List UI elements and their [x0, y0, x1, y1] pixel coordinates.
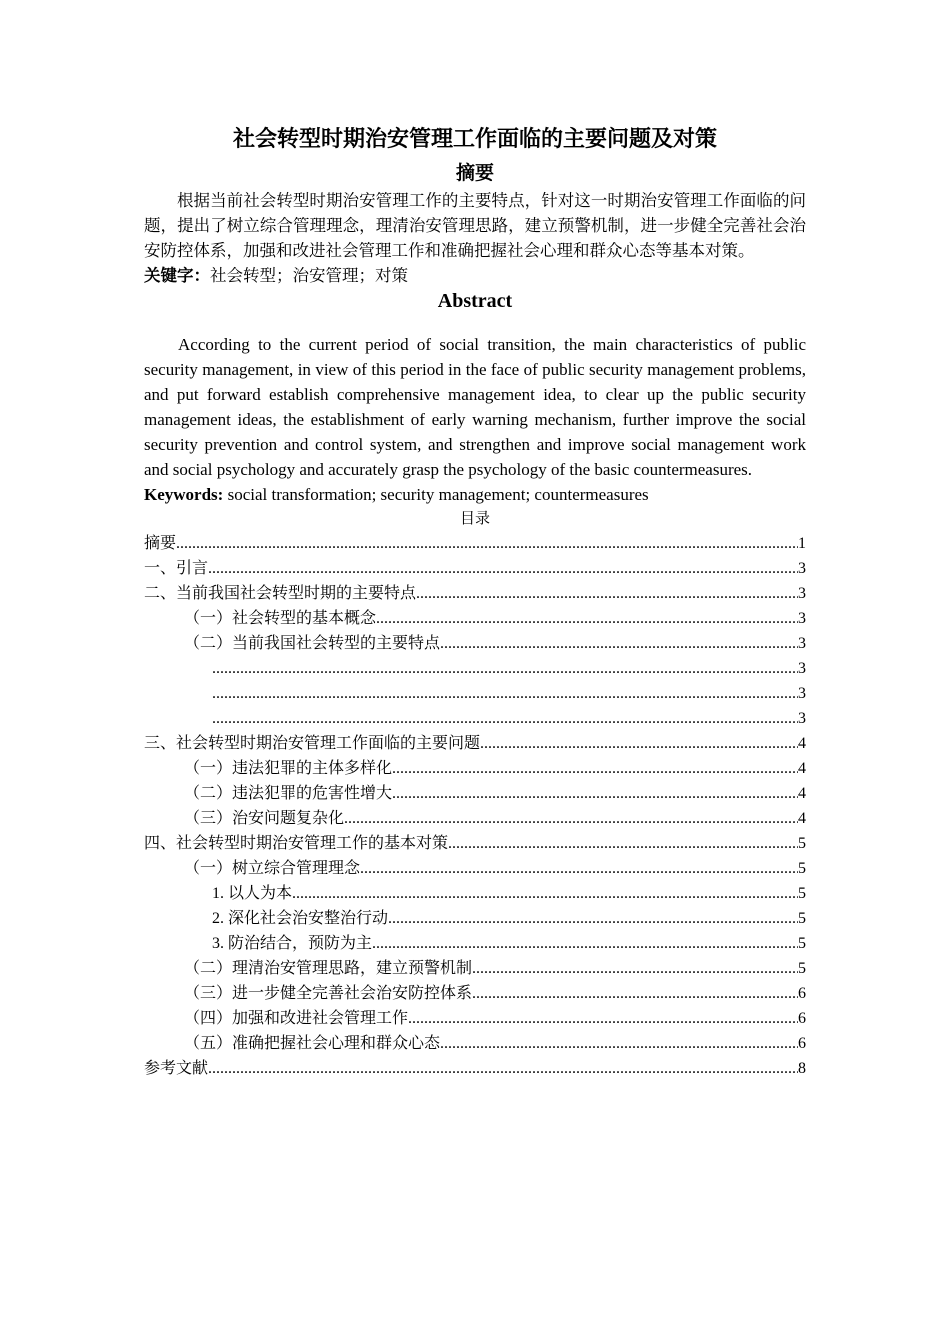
- table-of-contents: [144, 531, 806, 1081]
- toc-dot-leader: [212, 681, 798, 706]
- toc-dot-leader: [372, 931, 798, 956]
- toc-dot-leader: [440, 1031, 798, 1056]
- toc-dot-leader: [480, 731, 798, 756]
- toc-entry[interactable]: [144, 831, 806, 856]
- toc-entry[interactable]: [144, 606, 806, 631]
- toc-entry[interactable]: [144, 581, 806, 606]
- toc-dot-leader: [212, 706, 798, 731]
- toc-entry[interactable]: [144, 731, 806, 756]
- toc-entry[interactable]: [144, 681, 806, 706]
- toc-page-number: 3: [798, 660, 806, 677]
- abstract-en-heading: Abstract: [437, 290, 513, 312]
- toc-entry[interactable]: [144, 531, 806, 556]
- toc-entry-text: （二）理清治安管理思路，建立预警机制: [184, 960, 473, 977]
- toc-page-number: 6: [798, 985, 806, 1002]
- toc-page-number: 5: [798, 835, 806, 852]
- toc-entry-text: （一）社会转型的基本概念: [184, 610, 377, 627]
- toc-dot-leader: [472, 956, 798, 981]
- toc-heading: 目录: [459, 511, 490, 527]
- abstract-cn-heading: 摘要: [455, 162, 494, 184]
- toc-entry-text: 二、当前我国社会转型时期的主要特点: [144, 585, 417, 602]
- toc-entry[interactable]: [144, 706, 806, 731]
- toc-dot-leader: [448, 831, 798, 856]
- toc-entry-text: 四、社会转型时期治安管理工作的基本对策: [144, 835, 449, 852]
- toc-page-number: 4: [798, 785, 806, 802]
- toc-page-number: 6: [798, 1010, 806, 1027]
- toc-page-number: 3: [798, 610, 806, 627]
- toc-dot-leader: [208, 1056, 798, 1081]
- toc-dot-leader: [388, 906, 798, 931]
- toc-dot-leader: [208, 556, 798, 581]
- toc-dot-leader: [416, 581, 798, 606]
- toc-entry[interactable]: [144, 1031, 806, 1056]
- toc-page-number: 3: [798, 635, 806, 652]
- toc-entry-text: （四）加强和改进社会管理工作: [184, 1010, 409, 1027]
- keywords-cn: [144, 263, 806, 288]
- toc-entry-text: 3. 防治结合，预防为主: [212, 935, 373, 952]
- toc-entry-text: （二）当前我国社会转型的主要特点: [184, 635, 441, 652]
- toc-entry-text: （五）准确把握社会心理和群众心态: [184, 1035, 441, 1052]
- toc-dot-leader: [408, 1006, 798, 1031]
- toc-entry-text: （一）树立综合管理理念: [184, 860, 361, 877]
- toc-dot-leader: [212, 656, 798, 681]
- toc-page-number: 5: [798, 910, 806, 927]
- toc-page-number: 4: [798, 735, 806, 752]
- toc-entry[interactable]: [144, 556, 806, 581]
- toc-entry[interactable]: [144, 906, 806, 931]
- toc-page-number: 4: [798, 760, 806, 777]
- toc-dot-leader: [472, 981, 798, 1006]
- abstract-cn-body: 根据当前社会转型时期治安管理工作的主要特点，针对这一时期治安管理工作面临的问题，提出了树立综合管理理念，理清治安管理思路，建立预警机制，进一步健全完善社会治安防控体系，加强和改进社会管理工作和准确把握社会心理和群众心态等基本对策。: [144, 191, 806, 260]
- toc-dot-leader: [376, 606, 798, 631]
- keywords-en: [144, 482, 806, 507]
- toc-entry-text: 2. 深化社会治安整治行动: [212, 910, 389, 927]
- document-page: [144, 122, 806, 1081]
- toc-page-number: 3: [798, 685, 806, 702]
- abstract-en-body: According to the current period of social transition, the main characteristics of public security management, in view of this period in the face of public security management problems, and put forward establish comprehensive management idea, to clear up the public security management ideas, the establishment of early warning mechanism, further improve the social security prevention and control system, and strengthen and improve social management work and social psychology and accurately grasp the psychology of the basic countermeasures.: [144, 335, 806, 479]
- toc-dot-leader: [360, 856, 798, 881]
- toc-entry[interactable]: [144, 806, 806, 831]
- toc-page-number: 3: [798, 560, 806, 577]
- toc-entry[interactable]: [144, 1056, 806, 1081]
- toc-entry-text: （三）进一步健全完善社会治安防控体系: [184, 985, 473, 1002]
- toc-page-number: 6: [798, 1035, 806, 1052]
- toc-entry[interactable]: [144, 781, 806, 806]
- toc-dot-leader: [176, 531, 798, 556]
- toc-entry[interactable]: [144, 956, 806, 981]
- toc-entry-text: 1. 以人为本: [212, 885, 293, 902]
- toc-entry-text: 参考文献: [144, 1060, 209, 1077]
- toc-page-number: 8: [798, 1060, 806, 1077]
- toc-page-number: 4: [798, 810, 806, 827]
- toc-page-number: 5: [798, 860, 806, 877]
- toc-entry[interactable]: [144, 1006, 806, 1031]
- toc-dot-leader: [392, 756, 798, 781]
- keywords-en-text: social transformation; security management; countermeasures: [223, 485, 649, 504]
- toc-dot-leader: [344, 806, 798, 831]
- toc-page-number: 5: [798, 935, 806, 952]
- toc-entry-text: 一、引言: [144, 560, 209, 577]
- toc-page-number: 5: [798, 885, 806, 902]
- toc-page-number: 3: [798, 585, 806, 602]
- toc-entry-text: 摘要: [144, 535, 177, 552]
- toc-dot-leader: [292, 881, 798, 906]
- toc-entry-text: （二）违法犯罪的危害性增大: [184, 785, 393, 802]
- document-title: 社会转型时期治安管理工作面临的主要问题及对策: [232, 127, 717, 152]
- toc-page-number: 5: [798, 960, 806, 977]
- toc-entry[interactable]: [144, 756, 806, 781]
- toc-dot-leader: [440, 631, 798, 656]
- toc-page-number: 3: [798, 710, 806, 727]
- toc-entry[interactable]: [144, 981, 806, 1006]
- toc-dot-leader: [392, 781, 798, 806]
- toc-entry[interactable]: [144, 881, 806, 906]
- keywords-en-label: Keywords:: [144, 485, 224, 504]
- keywords-cn-text: 社会转型；治安管理；对策: [210, 266, 408, 285]
- toc-page-number: 1: [798, 535, 806, 552]
- toc-entry-text: （一）违法犯罪的主体多样化: [184, 760, 393, 777]
- toc-entry[interactable]: [144, 856, 806, 881]
- toc-entry[interactable]: [144, 931, 806, 956]
- keywords-cn-label: 关键字：: [144, 266, 210, 285]
- toc-entry[interactable]: [144, 656, 806, 681]
- toc-entry-text: 三、社会转型时期治安管理工作面临的主要问题: [144, 735, 481, 752]
- toc-entry[interactable]: [144, 631, 806, 656]
- toc-entry-text: （三）治安问题复杂化: [184, 810, 345, 827]
